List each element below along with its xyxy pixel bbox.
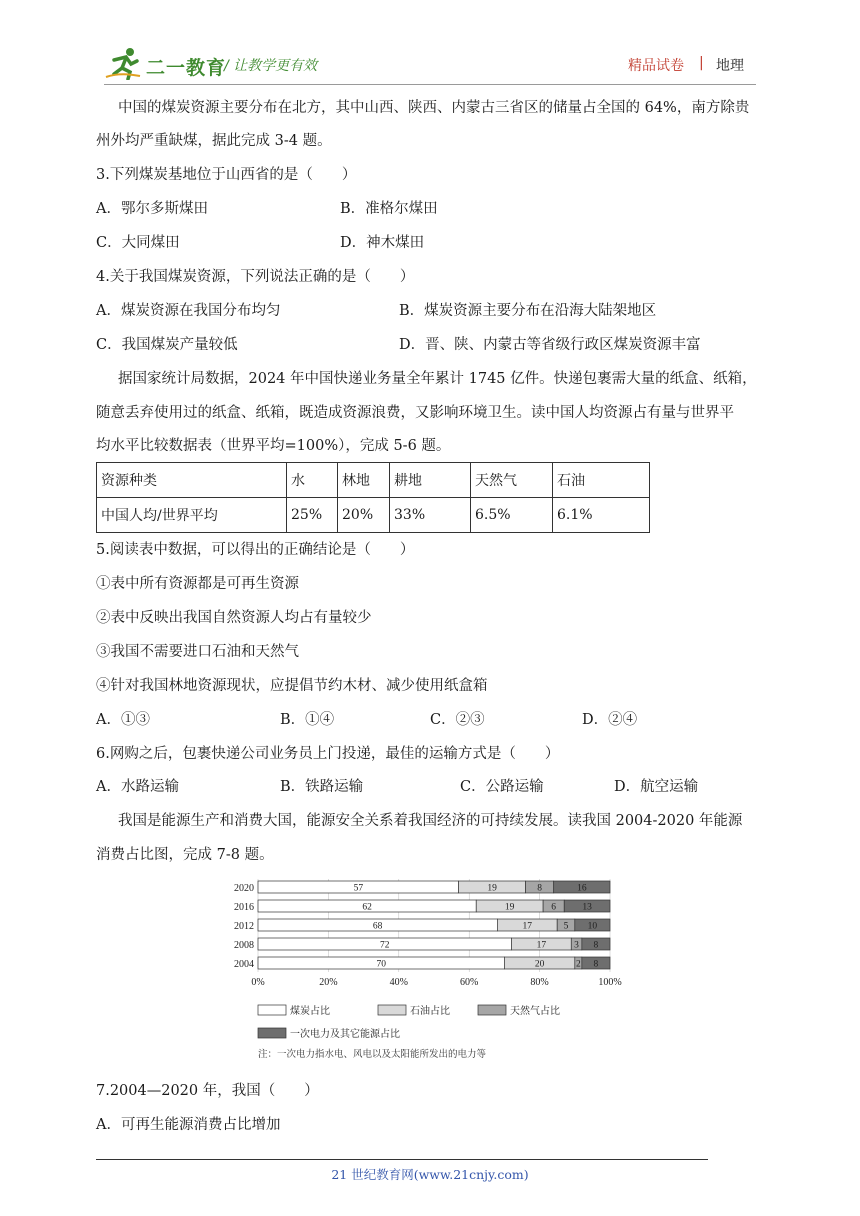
passage-coal-line-1: 中国的煤炭资源主要分布在北方，其中山西、陕西、内蒙古三省区的储量占全国的 64%，南方除贵 <box>118 100 750 116</box>
question-5-option-d[interactable]: D．②④ <box>582 712 638 728</box>
table-row <box>97 498 650 533</box>
y-category-label: 2016 <box>234 902 254 913</box>
x-tick-label: 0% <box>251 977 265 988</box>
question-5-statement-2: ②表中反映出我国自然资源人均占有量较少 <box>96 610 372 626</box>
table-header-cell: 天然气 <box>471 463 553 498</box>
table-cell: 33% <box>390 498 471 533</box>
legend-swatch <box>258 1005 286 1015</box>
legend-swatch <box>478 1005 506 1015</box>
legend-swatch <box>378 1005 406 1015</box>
question-3-stem: 3.下列煤炭基地位于山西省的是（ ） <box>96 167 357 183</box>
x-tick-label: 60% <box>460 977 479 988</box>
bar-data-label: 19 <box>504 902 515 913</box>
bar-data-label: 17 <box>522 921 533 932</box>
bar-data-label: 72 <box>379 940 390 951</box>
y-category-label: 2004 <box>234 959 254 970</box>
question-6-option-b[interactable]: B．铁路运输 <box>280 779 364 795</box>
bar-data-label: 8 <box>593 959 599 970</box>
runner-logo-icon <box>104 46 144 80</box>
table-header-cell: 水 <box>287 463 338 498</box>
question-6-option-a[interactable]: A．水路运输 <box>96 779 179 795</box>
question-4-option-d[interactable]: D．晋、陕、内蒙古等省级行政区煤炭资源丰富 <box>399 337 701 353</box>
bar-data-label: 62 <box>362 902 372 913</box>
table-header-row <box>97 463 650 498</box>
question-5-stem: 5.阅读表中数据，可以得出的正确结论是（ ） <box>96 542 415 558</box>
bar-data-label: 10 <box>587 921 598 932</box>
question-6-option-d[interactable]: D．航空运输 <box>614 779 699 795</box>
question-4-option-c[interactable]: C．我国煤炭产量较低 <box>96 337 238 353</box>
brand-slogan: / 让教学更有效 <box>224 58 318 74</box>
question-5-option-c[interactable]: C．②③ <box>430 712 485 728</box>
bar-data-label: 2 <box>575 959 581 970</box>
question-5-statement-4: ④针对我国林地资源现状，应提倡节约木材、减少使用纸盒箱 <box>96 678 488 694</box>
bar-data-label: 19 <box>487 883 497 894</box>
table-header-cell: 资源种类 <box>97 463 287 498</box>
passage-energy-line-1: 我国是能源生产和消费大国，能源安全关系着我国经济的可持续发展。读我国 2004-2020 年能源 <box>118 813 743 829</box>
passage-express-line-2: 随意丢弃使用过的纸盒、纸箱，既造成资源浪费，又影响环境卫生。读中国人均资源占有量与世界平 <box>96 405 734 421</box>
passage-express-line-3: 均水平比较数据表（世界平均=100%），完成 5-6 题。 <box>96 438 451 454</box>
table-header-cell: 林地 <box>338 463 390 498</box>
question-5-statement-1: ①表中所有资源都是可再生资源 <box>96 576 299 592</box>
header-separator: | <box>699 55 704 71</box>
table-cell: 20% <box>338 498 390 533</box>
question-5-option-a[interactable]: A．①③ <box>96 712 150 728</box>
table-cell: 6.5% <box>471 498 553 533</box>
question-7-stem: 7.2004—2020 年，我国（ ） <box>96 1083 319 1099</box>
question-3-option-b[interactable]: B．准格尔煤田 <box>340 201 438 217</box>
bar-data-label: 20 <box>534 959 545 970</box>
legend-swatch <box>258 1028 286 1038</box>
footer-source-link[interactable]: 21 世纪教育网(www.21cnjy.com) <box>331 1167 529 1182</box>
question-3-option-d[interactable]: D．神木煤田 <box>340 235 425 251</box>
bar-data-label: 5 <box>563 921 569 932</box>
bar-data-label: 68 <box>372 921 383 932</box>
footer-divider <box>96 1159 708 1160</box>
question-4-option-a[interactable]: A．煤炭资源在我国分布均匀 <box>96 303 281 319</box>
paper-type-label: 精品试卷 <box>628 58 684 74</box>
legend-label: 石油占比 <box>410 1006 450 1017</box>
bar-data-label: 6 <box>551 902 557 913</box>
question-6-stem: 6.网购之后，包裹快递公司业务员上门投递，最佳的运输方式是（ ） <box>96 746 560 762</box>
table-cell: 6.1% <box>553 498 650 533</box>
y-category-label: 2012 <box>234 921 254 932</box>
brand-name: 二一教育 <box>146 57 227 79</box>
x-tick-label: 20% <box>319 977 338 988</box>
table-cell: 中国人均/世界平均 <box>97 498 287 533</box>
passage-energy-line-2: 消费占比图，完成 7-8 题。 <box>96 847 274 863</box>
bar-data-label: 8 <box>537 883 542 894</box>
question-5-option-b[interactable]: B．①④ <box>280 712 335 728</box>
y-category-label: 2008 <box>234 940 254 951</box>
question-4-stem: 4.关于我国煤炭资源，下列说法正确的是（ ） <box>96 269 415 285</box>
passage-express-line-1: 据国家统计局数据，2024 年中国快递业务量全年累计 1745 亿件。快递包裹需大量的纸盒、纸箱， <box>118 371 757 387</box>
subject-label: 地理 <box>716 58 744 74</box>
bar-data-label: 57 <box>353 883 364 894</box>
bar-data-label: 70 <box>376 959 386 970</box>
legend-label: 煤炭占比 <box>290 1006 330 1017</box>
table-cell: 25% <box>287 498 338 533</box>
x-tick-label: 80% <box>530 977 549 988</box>
passage-coal-line-2: 州外均严重缺煤，据此完成 3-4 题。 <box>96 133 332 149</box>
y-category-label: 2020 <box>234 883 254 894</box>
bar-data-label: 13 <box>582 902 592 913</box>
legend-label: 一次电力及其它能源占比 <box>290 1029 400 1040</box>
bar-data-label: 16 <box>577 883 587 894</box>
resource-comparison-table <box>96 462 650 533</box>
bar-data-label: 17 <box>536 940 547 951</box>
table-header-cell: 耕地 <box>390 463 471 498</box>
question-4-option-b[interactable]: B．煤炭资源主要分布在沿海大陆架地区 <box>399 303 657 319</box>
question-3-option-c[interactable]: C．大同煤田 <box>96 235 180 251</box>
x-tick-label: 100% <box>598 977 622 988</box>
chart-note: 注：一次电力指水电、风电以及太阳能所发出的电力等 <box>258 1050 487 1060</box>
question-7-option-a[interactable]: A．可再生能源消费占比增加 <box>96 1117 281 1133</box>
energy-consumption-chart <box>220 872 640 1062</box>
x-tick-label: 40% <box>389 977 408 988</box>
header-divider <box>104 84 756 85</box>
bar-data-label: 3 <box>574 940 579 951</box>
table-header-cell: 石油 <box>553 463 650 498</box>
question-3-option-a[interactable]: A．鄂尔多斯煤田 <box>96 201 208 217</box>
question-6-option-c[interactable]: C．公路运输 <box>460 779 544 795</box>
legend-label: 天然气占比 <box>510 1006 560 1017</box>
question-5-statement-3: ③我国不需要进口石油和天然气 <box>96 644 299 660</box>
bar-data-label: 8 <box>593 940 599 951</box>
